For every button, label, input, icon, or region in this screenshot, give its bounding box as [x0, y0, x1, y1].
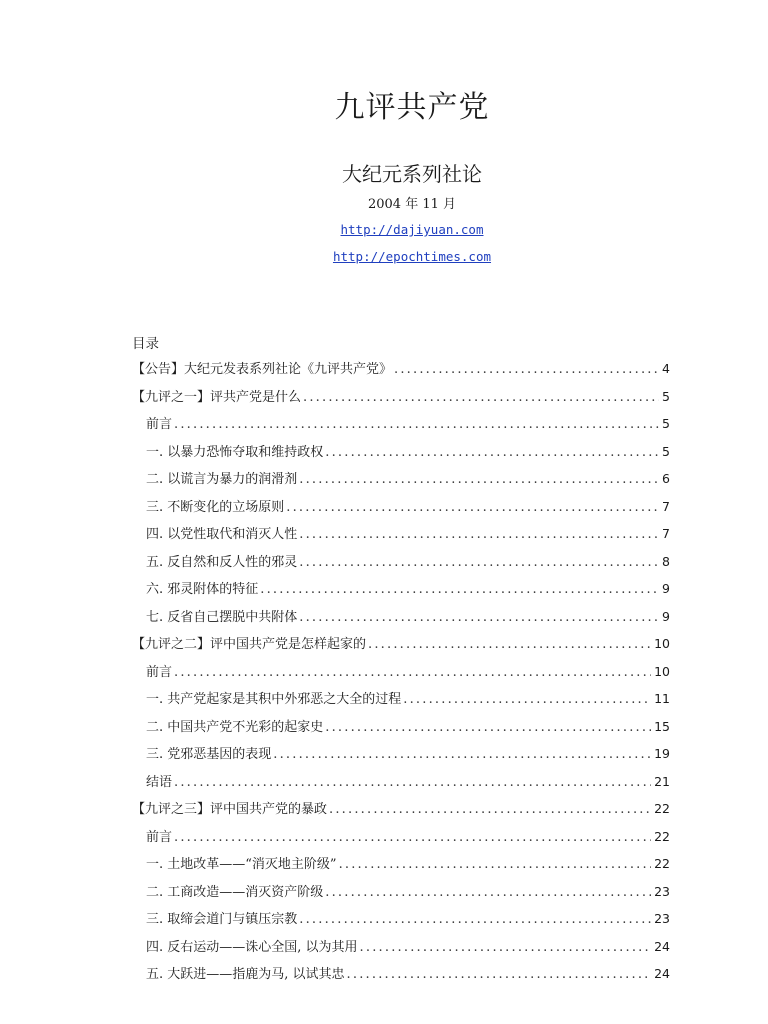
toc-dot-leader — [299, 549, 659, 576]
toc-dot-leader — [286, 494, 659, 521]
toc-entry-title: 一. 以暴力恐怖夺取和维持政权 — [146, 444, 324, 460]
toc-dot-leader — [174, 824, 651, 851]
toc-entry-title: 三. 取缔会道门与镇压宗教 — [146, 912, 298, 927]
toc-entry-title: 前言 — [146, 664, 173, 680]
toc-page-number: 24 — [654, 966, 670, 981]
toc-entry-title: 五. 反自然和反人性的邪灵 — [146, 554, 298, 570]
toc-dot-leader — [303, 384, 659, 411]
toc-entry-title: 二. 工商改造——消灭资产阶级 — [146, 884, 324, 900]
toc-dot-leader — [174, 411, 659, 438]
toc-page-number: 10 — [654, 636, 670, 651]
document-subtitle: 大纪元系列社论 — [342, 162, 482, 186]
toc-page-number: 23 — [654, 911, 670, 926]
toc-subentry[interactable] — [132, 905, 670, 933]
toc-chapter-entry[interactable] — [132, 630, 670, 658]
toc-entry-title: 二. 中国共产党不光彩的起家史 — [146, 719, 324, 735]
link-row-dajiyuan — [0, 222, 768, 237]
toc-entry-title: 前言 — [146, 829, 173, 845]
toc-entry-title: 五. 大跃进——指鹿为马, 以试其忠 — [146, 967, 345, 982]
toc-dot-leader — [260, 576, 659, 603]
toc-page-number: 4 — [662, 361, 670, 376]
document-title: 九评共产党 — [334, 90, 490, 125]
link-row-epochtimes — [0, 249, 768, 264]
toc-dot-leader — [339, 851, 652, 878]
toc-subentry[interactable] — [132, 493, 670, 521]
toc-subentry[interactable] — [132, 823, 670, 851]
toc-dot-leader — [394, 356, 659, 383]
toc-dot-leader — [368, 631, 651, 658]
toc-heading: 目录 — [132, 336, 159, 352]
toc-dot-leader — [273, 741, 651, 768]
table-of-contents — [132, 355, 670, 988]
toc-dot-leader — [403, 686, 651, 713]
toc-page-number: 9 — [662, 608, 670, 624]
toc-page-number: 6 — [662, 471, 670, 486]
toc-entry-title: 三. 党邪恶基因的表现 — [146, 747, 272, 762]
epochtimes-link[interactable]: http://epochtimes.com — [332, 249, 492, 264]
toc-subentry[interactable] — [132, 438, 670, 466]
toc-subentry[interactable] — [132, 575, 670, 603]
dajiyuan-link[interactable]: http://dajiyuan.com — [340, 222, 484, 237]
toc-page-number: 23 — [654, 883, 670, 899]
toc-entry-title: 【公告】大纪元发表系列社论《九评共产党》 — [132, 362, 393, 377]
toc-dot-leader — [329, 796, 651, 823]
toc-dot-leader — [299, 906, 651, 933]
toc-entry-title: 【九评之一】评共产党是什么 — [132, 389, 302, 405]
toc-subentry[interactable] — [132, 410, 670, 438]
toc-entry-title: 一. 共产党起家是其积中外邪恶之大全的过程 — [146, 692, 402, 707]
toc-subentry[interactable] — [132, 520, 670, 548]
toc-page-number: 22 — [654, 856, 670, 871]
toc-page-number: 10 — [654, 663, 670, 679]
toc-subentry[interactable] — [132, 685, 670, 713]
toc-entry-title: 四. 反右运动——诛心全国, 以为其用 — [146, 939, 358, 955]
toc-page-number: 5 — [662, 388, 670, 404]
toc-entry-title: 前言 — [146, 417, 173, 432]
toc-subentry[interactable] — [132, 603, 670, 631]
toc-entry-title: 六. 邪灵附体的特征 — [146, 582, 259, 597]
toc-dot-leader — [299, 604, 659, 631]
toc-subentry[interactable] — [132, 850, 670, 878]
toc-chapter-entry[interactable] — [132, 795, 670, 823]
toc-dot-leader — [174, 659, 651, 686]
publication-date: 2004 年 11 月 — [367, 197, 457, 212]
toc-subentry[interactable] — [132, 768, 670, 796]
toc-page-number: 21 — [654, 773, 670, 789]
toc-subentry[interactable] — [132, 548, 670, 576]
toc-entry-title: 四. 以党性取代和消灭人性 — [146, 527, 298, 542]
toc-entry-title: 【九评之二】评中国共产党是怎样起家的 — [132, 637, 367, 652]
toc-entry-title: 二. 以谎言为暴力的润滑剂 — [146, 472, 298, 487]
toc-page-number: 9 — [662, 581, 670, 596]
toc-subentry[interactable] — [132, 713, 670, 741]
toc-dot-leader — [325, 879, 651, 906]
toc-page-number: 7 — [662, 498, 670, 514]
toc-subentry[interactable] — [132, 960, 670, 988]
toc-page-number: 22 — [654, 828, 670, 844]
toc-page-number: 24 — [654, 938, 670, 954]
toc-subentry[interactable] — [132, 933, 670, 961]
toc-dot-leader — [174, 769, 651, 796]
toc-entry-title: 七. 反省自己摆脱中共附体 — [146, 609, 298, 625]
toc-chapter-entry[interactable] — [132, 355, 670, 383]
toc-subentry[interactable] — [132, 740, 670, 768]
toc-dot-leader — [360, 934, 652, 961]
toc-page-number: 5 — [662, 416, 670, 431]
toc-subentry[interactable] — [132, 465, 670, 493]
toc-entry-title: 结语 — [146, 774, 173, 790]
toc-dot-leader — [347, 961, 652, 988]
toc-page-number: 8 — [662, 553, 670, 569]
toc-page-number: 19 — [654, 746, 670, 761]
toc-chapter-entry[interactable] — [132, 383, 670, 411]
toc-subentry[interactable] — [132, 658, 670, 686]
toc-entry-title: 一. 土地改革——“消灭地主阶级” — [146, 857, 337, 872]
toc-dot-leader — [299, 521, 659, 548]
toc-dot-leader — [325, 439, 659, 466]
toc-entry-title: 三. 不断变化的立场原则 — [146, 499, 285, 515]
toc-page-number: 22 — [654, 801, 670, 816]
toc-page-number: 15 — [654, 718, 670, 734]
toc-page-number: 5 — [662, 443, 670, 459]
toc-dot-leader — [325, 714, 651, 741]
toc-entry-title: 【九评之三】评中国共产党的暴政 — [132, 802, 328, 817]
toc-page-number: 11 — [654, 691, 670, 706]
toc-dot-leader — [299, 466, 659, 493]
toc-page-number: 7 — [662, 526, 670, 541]
toc-subentry[interactable] — [132, 878, 670, 906]
